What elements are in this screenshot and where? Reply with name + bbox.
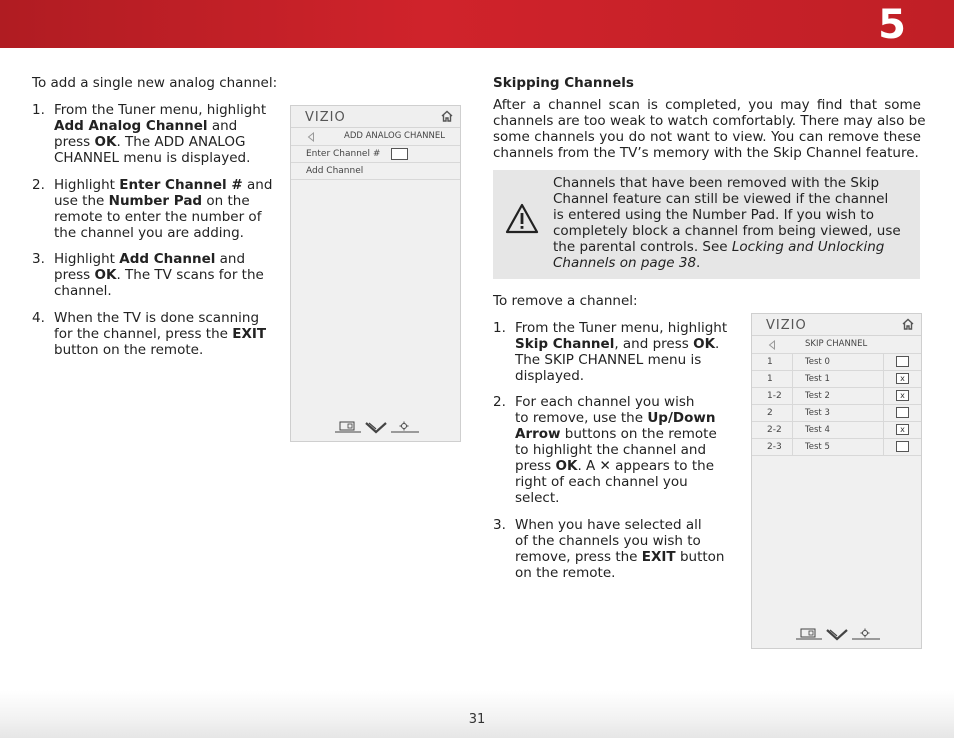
remove-channel-step [493, 517, 733, 581]
note-line: the parental controls. See Locking and Unlocking [553, 239, 885, 255]
text-line: The SKIP CHANNEL menu is [515, 352, 702, 368]
vizio-v-icon [366, 423, 386, 432]
step-text [54, 310, 266, 358]
add-channel-step [32, 177, 272, 241]
note-box [493, 170, 920, 279]
remove-channel-step [493, 394, 733, 506]
step-text [54, 251, 264, 299]
text-line: right of each channel you [515, 474, 688, 490]
skip-channel-row [752, 388, 921, 405]
home-icon [440, 109, 454, 123]
skipping-channels-heading: Skipping Channels [493, 75, 634, 91]
paragraph-line: some channels you do not want to view. You can remove these [493, 129, 921, 145]
menu-title-row [752, 336, 921, 354]
text-line: button on the remote. [54, 342, 204, 358]
channel-number: 1 [767, 374, 773, 384]
text-line: of the channels you wish to [515, 533, 701, 549]
text-line: When you have selected all [515, 517, 702, 533]
step-number: 3. [32, 251, 45, 267]
paragraph-line: channels are too weak to watch comfortably. There may also be [493, 113, 926, 129]
menu-title: SKIP CHANNEL [805, 339, 868, 349]
text-line: to remove, use the Up/Down [515, 410, 716, 426]
step-text [54, 102, 266, 166]
note-line: completely block a channel from being viewed, use [553, 223, 901, 239]
chapter-number: 5 [878, 2, 906, 48]
remove-channel-step [493, 320, 733, 384]
channel-name: Test 4 [805, 425, 830, 435]
skip-channel-row [752, 439, 921, 456]
step-number: 1. [32, 102, 45, 118]
input-icon [796, 629, 822, 639]
add-channel-intro: To add a single new analog channel: [32, 75, 278, 91]
channel-number: 2 [767, 408, 773, 418]
vizio-logo: VIZIO [766, 318, 807, 333]
channel-name: Test 5 [805, 442, 830, 452]
skip-checkbox: x [896, 373, 909, 384]
text-line: for the channel, press the EXIT [54, 326, 267, 342]
add-channel-step [32, 102, 272, 166]
text-line: press OK. A ✕ appears to the [515, 458, 715, 474]
step-text [54, 177, 272, 241]
skip-checkbox: x [896, 390, 909, 401]
menu-item-enter-channel: Enter Channel # [291, 146, 460, 163]
add-channel-step [32, 310, 272, 358]
add-analog-channel-menu [290, 105, 461, 442]
step-text [515, 320, 727, 384]
note-line: Channel feature can still be viewed if the channel [553, 191, 889, 207]
channel-number: 2-2 [767, 425, 782, 435]
text-line: Skip Channel, and press OK. [515, 336, 720, 352]
text-line: Add Analog Channel and [54, 118, 238, 134]
menu-footer-icons [335, 420, 419, 434]
settings-gear-icon [391, 422, 419, 433]
step-text [515, 517, 724, 581]
home-icon [901, 317, 915, 331]
text-line: From the Tuner menu, highlight [515, 320, 728, 336]
note-line: Channels that have been removed with the Skip [553, 175, 880, 191]
text-line: CHANNEL menu is displayed. [54, 150, 251, 166]
text-line: on the remote. [515, 565, 616, 581]
text-line: the channel you are adding. [54, 225, 244, 241]
channel-number: 2-3 [767, 442, 782, 452]
note-line: Channels on page 38. [553, 255, 701, 271]
text-line: When the TV is done scanning [54, 310, 260, 326]
channel-number: 1-2 [767, 391, 782, 401]
skip-checkbox [896, 356, 909, 367]
note-text [553, 175, 909, 271]
chapter-header-bar [0, 0, 954, 48]
remove-channel-intro: To remove a channel: [493, 293, 638, 309]
text-line: press OK. The TV scans for the [54, 267, 264, 283]
step-number: 1. [493, 320, 506, 336]
skip-channel-row [752, 371, 921, 388]
text-line: channel. [54, 283, 112, 299]
add-channel-step [32, 251, 272, 299]
text-line: For each channel you wish [515, 394, 695, 410]
step-number: 4. [32, 310, 45, 326]
channel-name: Test 2 [805, 391, 830, 401]
channel-name: Test 0 [805, 357, 830, 367]
text-line: select. [515, 490, 560, 506]
menu-header [291, 106, 460, 128]
vizio-logo: VIZIO [305, 110, 346, 125]
paragraph-line: After a channel scan is completed, you may find that some [493, 97, 921, 113]
back-arrow-icon [768, 340, 776, 350]
channel-name: Test 3 [805, 408, 830, 418]
text-line: to highlight the channel and [515, 442, 707, 458]
warning-icon [505, 203, 539, 234]
column-divider [883, 354, 884, 455]
skip-checkbox [896, 441, 909, 452]
text-line: press OK. The ADD ANALOG [54, 134, 246, 150]
text-line: remove, press the EXIT button [515, 549, 725, 565]
step-text [515, 394, 717, 506]
step-number: 2. [493, 394, 506, 410]
text-line: Highlight Add Channel and [54, 251, 246, 267]
channel-name: Test 1 [805, 374, 830, 384]
menu-footer-icons [796, 627, 880, 641]
step-number: 3. [493, 517, 506, 533]
settings-gear-icon [852, 629, 880, 640]
paragraph-line: channels from the TV’s memory with the Skip Channel feature. [493, 145, 919, 161]
text-line: displayed. [515, 368, 585, 384]
text-line: Arrow buttons on the remote [515, 426, 717, 442]
skip-checkbox [896, 407, 909, 418]
step-number: 2. [32, 177, 45, 193]
text-line: Highlight Enter Channel # and [54, 177, 273, 193]
menu-item-add-channel: Add Channel [291, 163, 460, 180]
back-arrow-icon [307, 132, 315, 142]
menu-title: ADD ANALOG CHANNEL [344, 131, 445, 141]
input-icon [335, 422, 361, 432]
text-line: use the Number Pad on the [54, 193, 250, 209]
skip-channel-menu [751, 313, 922, 649]
note-line: is entered using the Number Pad. If you wish to [553, 207, 874, 223]
skip-channel-row [752, 354, 921, 371]
page-number: 31 [468, 712, 486, 727]
channel-number: 1 [767, 357, 773, 367]
vizio-v-icon [827, 630, 847, 639]
text-line: From the Tuner menu, highlight [54, 102, 267, 118]
skip-channel-row [752, 422, 921, 439]
skip-checkbox: x [896, 424, 909, 435]
channel-number-field [391, 148, 408, 160]
skip-channel-row [752, 405, 921, 422]
column-divider [792, 354, 793, 455]
menu-title-row [291, 128, 460, 146]
text-line: remote to enter the number of [54, 209, 262, 225]
menu-header [752, 314, 921, 336]
